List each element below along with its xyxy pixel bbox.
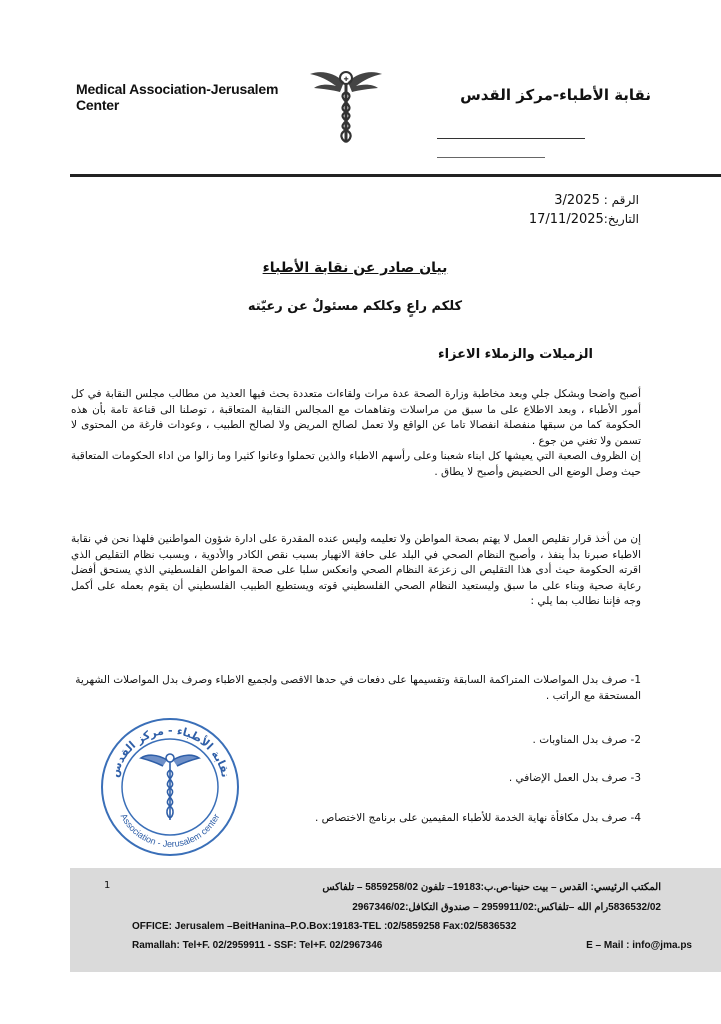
reference-number-value: 3/2025 [554,193,600,208]
footer-email[interactable]: E – Mail : info@jma.ps [586,940,692,951]
footer-ramallah-phones: Ramallah: Tel+F. 02/2959911 - SSF: Tel+F. 02/2967346 [132,940,383,951]
reference-number-label: الرقم : [603,193,639,207]
demand-item-4: 4- صرف بدل مكافأة نهاية الخدمة للأطباء المقيمين على برنامج الاختصاص . [314,812,641,824]
org-name-english-line1: Medical Association-Jerusalem [76,81,279,97]
seal-caduceus-icon [141,754,199,820]
org-name-english-line2: Center [76,97,120,113]
reference-date-value: 17/11/2025 [528,212,604,227]
paragraph-1: أصبح واضحا وبشكل جلي وبعد مخاطبة وزارة الصحة عدة مرات ولقاءات متعددة بحث فيها العديد من مطالب مجلس النقابة في كل أمور الأطباء ، وبعد الاطلاع على ما سبق من مراسلات وتفاهمات مع المجالس النقابية المتعاقبة ، توصلنا الى قناعة تامة بأن هذه الحكومة كما من سبقها منفصلة انفصالا تاما عن الواقع ولا تعمل لصالح المريض ولا لصالح الطبيب ، وعودات فارغة من المحتوى لا تسمن ولا تغني من جوع . [71,388,641,447]
org-name-english [76,81,306,113]
org-name-arabic: نقابة الأطباء-مركز القدس [460,86,651,104]
association-seal-stamp [95,712,245,862]
demand-item-3: 3- صرف بدل العمل الإضافي . [508,772,641,784]
footer-ramallah-arabic: 5836532/02رام الله –تلفاكس:2959911/02 – صندوق التكافل:2967346/02 [352,902,661,913]
caduceus-icon [306,62,386,147]
footer-address-arabic: المكتب الرئيسي: القدس – بيت حنينا-ص.ب:19183– تلفون 5859258/02 – تلفاكس [322,882,661,893]
demand-item-1: 1- صرف بدل المواصلات المتراكمة السابقة وتقسيمها على دفعات في حدها الاقصى ولجميع الاطباء وصرف بدل المواصلات الشهرية المستحقة مع الراتب . [75,674,641,702]
reference-number [554,193,639,208]
body-paragraph [71,387,641,480]
seal-arabic-text: نقابة الأطباء - مركز القدس [107,723,233,779]
statement-subtitle: كلكم راعٍ وكلكم مسئولٌ عن رعيّته [247,299,463,314]
footer-office-english: OFFICE: Jerusalem –BeitHanina–P.O.Box:19183-TEL :02/5859258 Fax:02/5836532 [132,921,517,932]
paragraph-3: إن من أخذ قرار تقليص العمل لا يهتم بصحة المواطن ولا تعليمه وليس عنده المقدرة على ادارة شؤون المواطنين فلهذا نحن في نقابة الاطباء صبرنا بدأ ينفذ ، وأصبح النظام الصحي في البلد على حافة الانهيار بسبب نقص الكادر والأدوية ، وبسبب نظام التقليص الذي اقرته الحكومة حيث أدى هذا التقليص الى زعزعة النظام الصحي وانعكس سلبا على صحة المواطن الفلسطيني الذي يستحق أفضل رعاية صحية وبناء على ما سبق وليستعيد النظام الصحي الفلسطيني قوته ويستطيع الطبيب الفلسطيني أن يقوم بعمله على أكمل وجه فإننا نطالب بما يلي : [71,533,641,607]
statement-title: بيان صادر عن نقابة الأطباء [262,260,448,276]
footer-ramallah-english [132,939,692,952]
salutation: الزميلات والزملاء الاعزاء [437,347,593,362]
paragraph-2: إن الظروف الصعبة التي يعيشها كل ابناء شعبنا وعلى رأسهم الاطباء والذين تحملوا وعانوا كثيرا وما زالوا من اداء الحكومات المتعاقبة حيث وصل الوضع الى الحضيض وأصبح لا يطاق . [71,450,641,478]
svg-text:✚: ✚ [343,76,349,83]
body-paragraph [71,532,641,610]
demand-item-2: 2- صرف بدل المناوبات . [532,734,641,746]
footer-contact-block [70,868,721,972]
page-number: 1 [104,880,111,891]
header-underline [437,138,585,139]
reference-date [529,212,639,227]
header-divider [70,174,721,177]
reference-date-label: التاريخ: [603,212,639,226]
seal-english-text: Association - Jerusalem center [118,811,222,850]
header-underline [437,157,545,158]
